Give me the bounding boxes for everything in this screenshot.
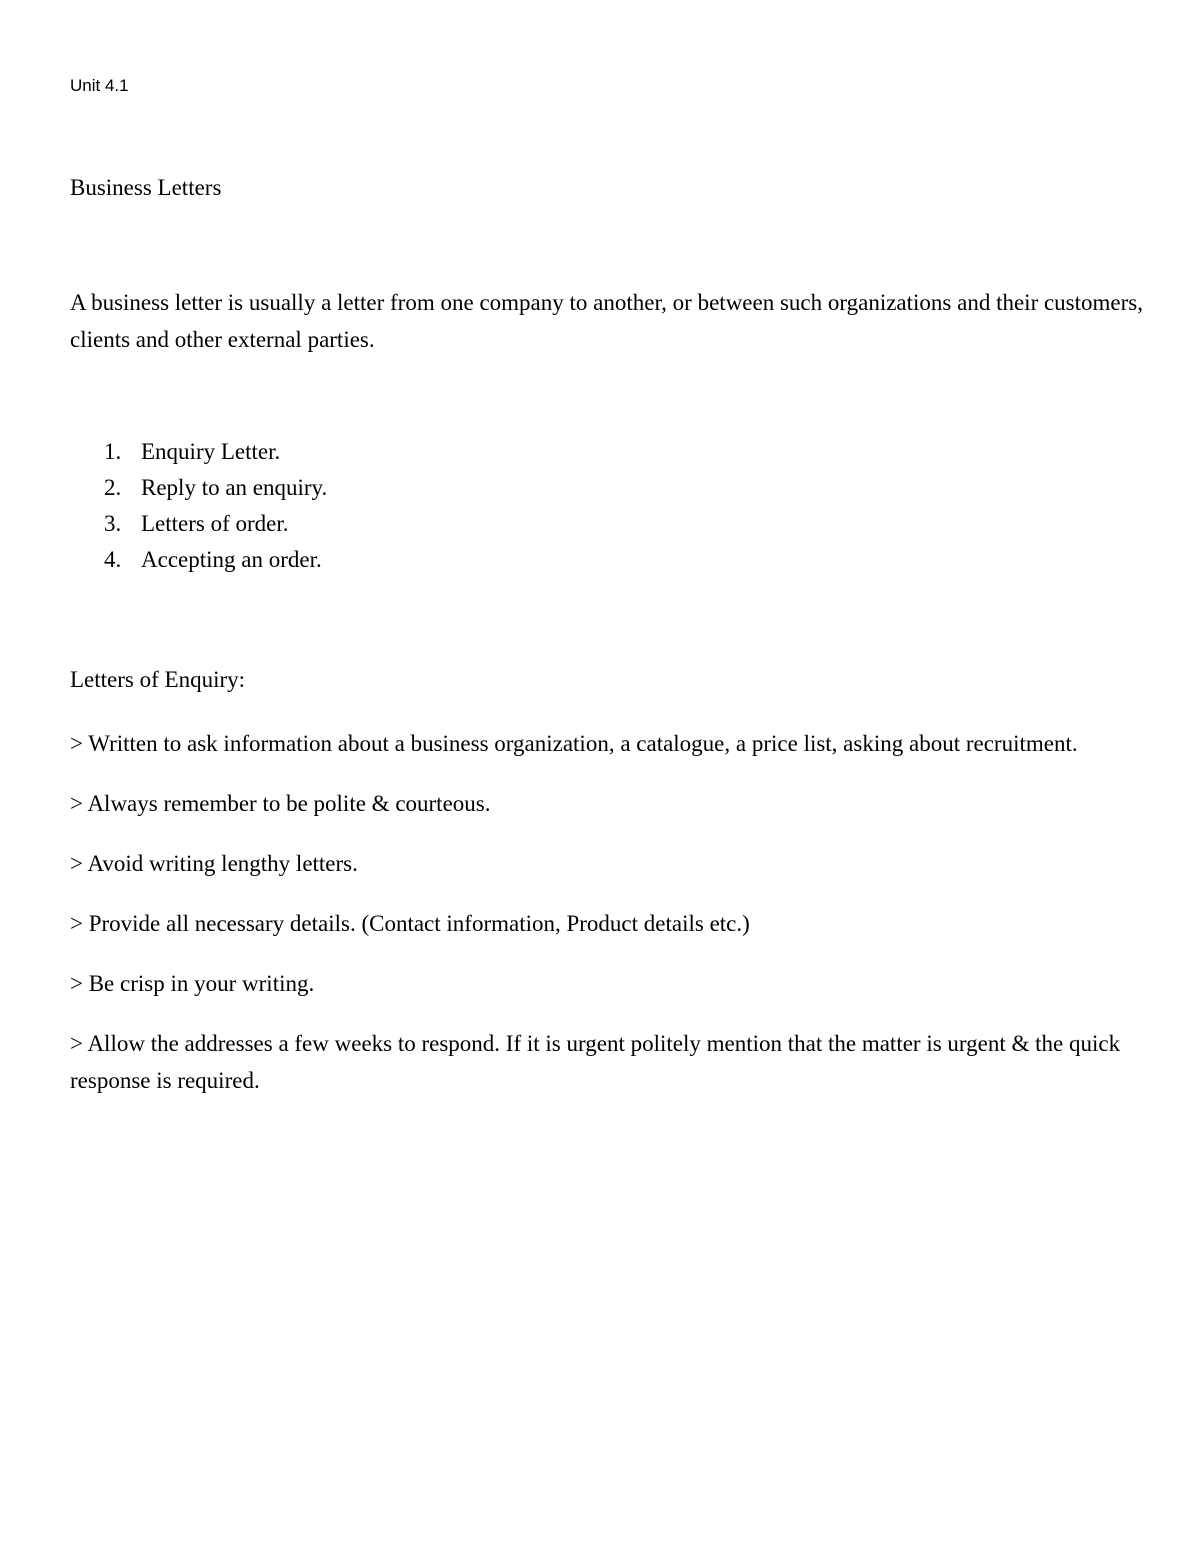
page-header: Unit 4.1 <box>70 76 129 95</box>
list-item <box>70 545 327 581</box>
list-item <box>70 473 327 509</box>
letter-types-list <box>70 437 327 581</box>
enquiry-point: > Be crisp in your writing. <box>70 971 315 996</box>
list-item-number: 1. <box>104 439 122 464</box>
list-item-number: 3. <box>104 511 122 536</box>
enquiry-point: > Always remember to be polite & courteous. <box>70 791 491 816</box>
list-item <box>70 437 327 473</box>
list-item-label: Accepting an order. <box>141 547 322 572</box>
document-title: Business Letters <box>70 175 222 200</box>
enquiry-point: > Written to ask information about a business organization, a catalogue, a price list, asking about recruitment. <box>70 731 1078 756</box>
section-heading: Letters of Enquiry: <box>70 667 246 692</box>
list-item-number: 2. <box>104 475 122 500</box>
list-item-label: Enquiry Letter. <box>141 439 281 464</box>
list-item-number: 4. <box>104 547 122 572</box>
enquiry-point: > Allow the addresses a few weeks to respond. If it is urgent politely mention that the matter is urgent & the quick response is required. <box>70 1031 1121 1093</box>
list-item <box>70 509 327 545</box>
list-item-label: Letters of order. <box>141 511 289 536</box>
list-item-label: Reply to an enquiry. <box>141 475 328 500</box>
enquiry-points <box>70 725 1145 1122</box>
intro-paragraph: A business letter is usually a letter from one company to another, or between such organizations and their customers, clients and other external parties. <box>70 290 1143 352</box>
enquiry-point: > Avoid writing lengthy letters. <box>70 851 358 876</box>
enquiry-point: > Provide all necessary details. (Contact information, Product details etc.) <box>70 911 750 936</box>
